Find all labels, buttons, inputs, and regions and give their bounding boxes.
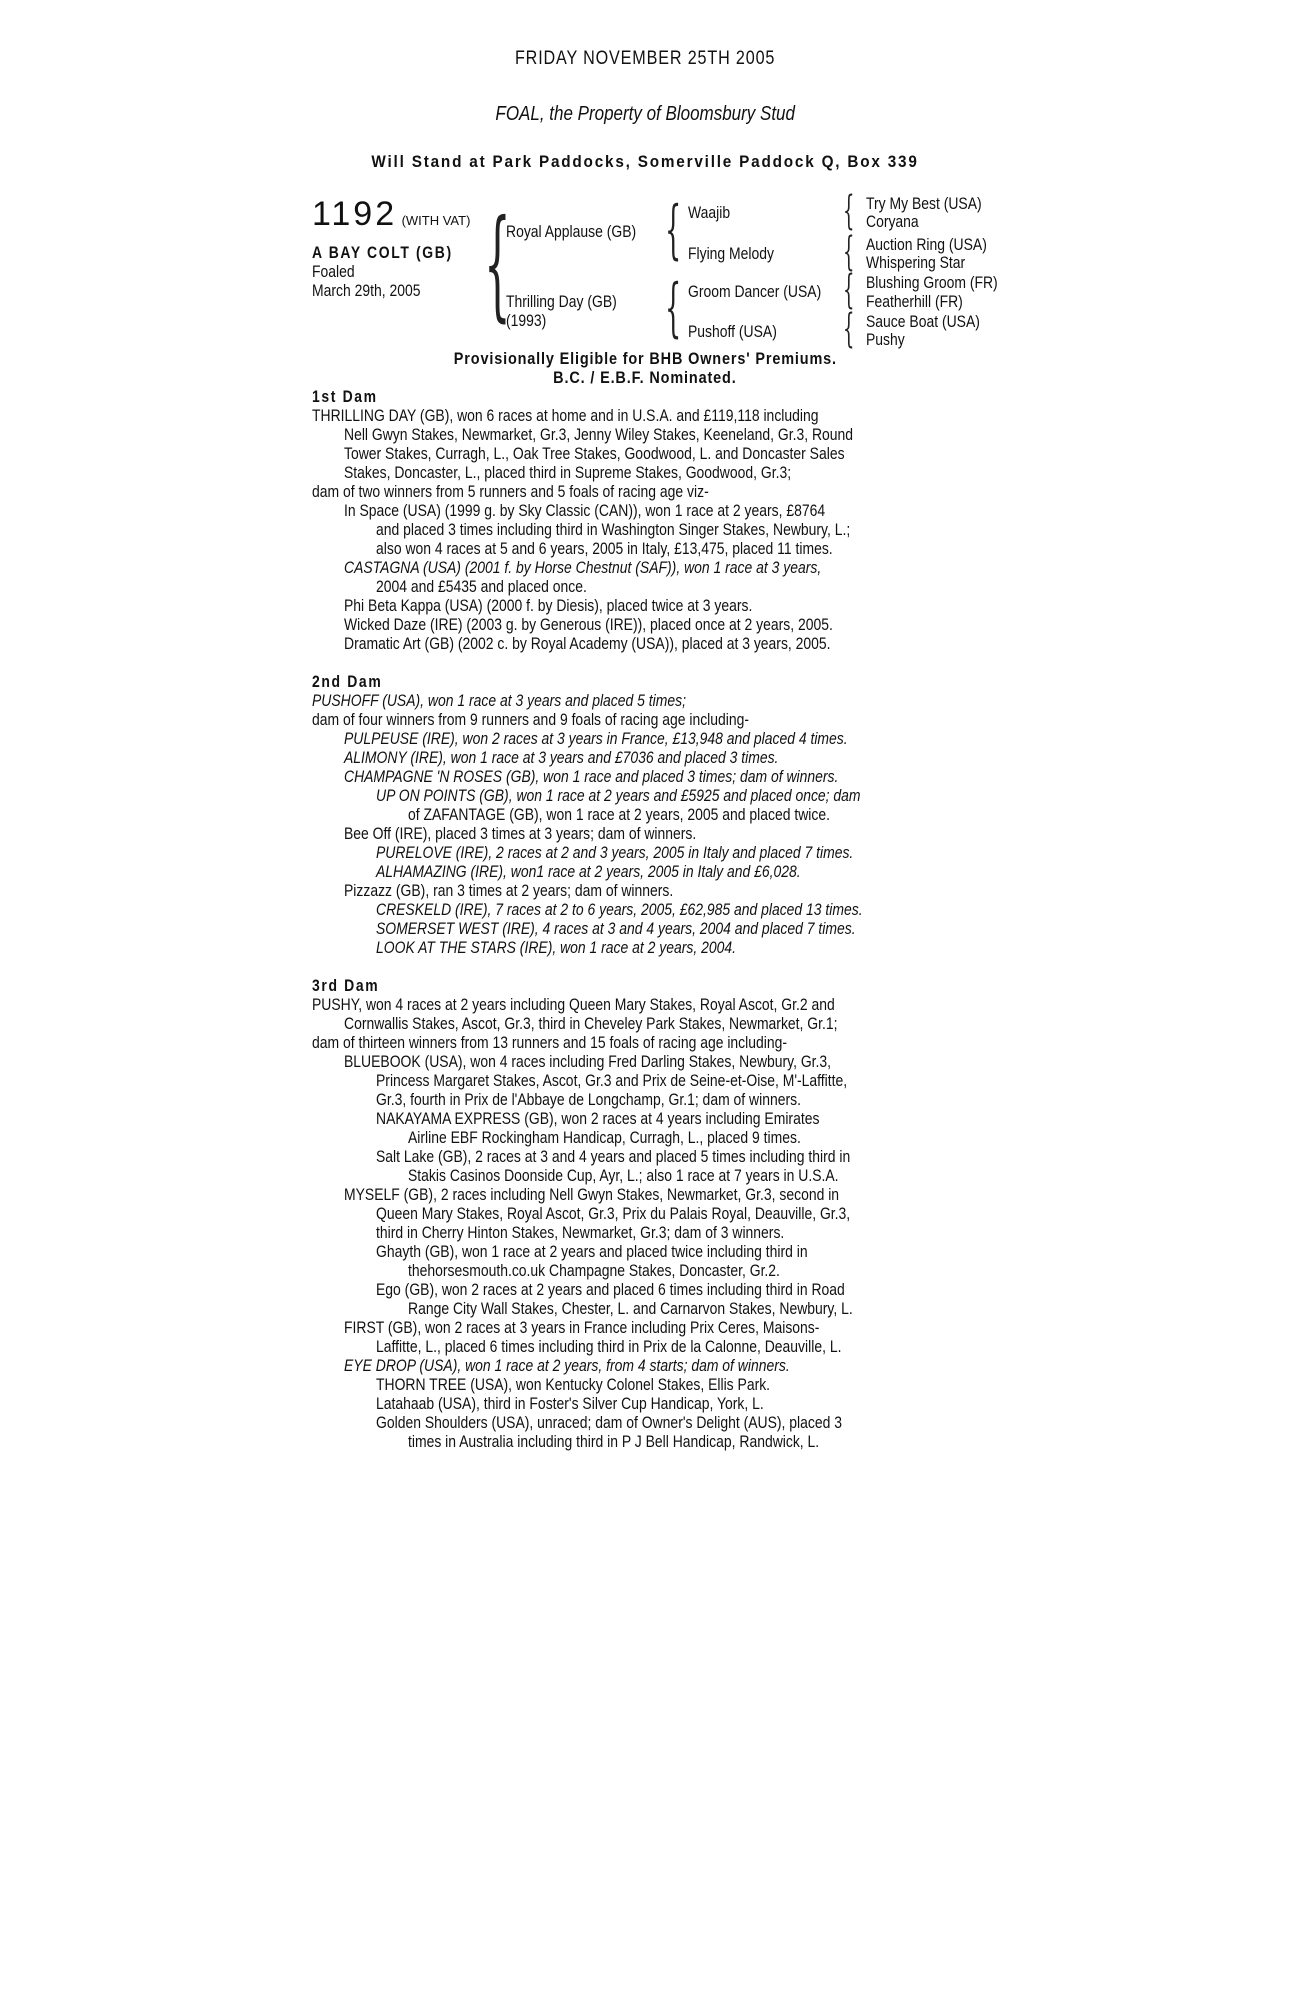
eligibility-line-1: Provisionally Eligible for BHB Owners' Premiums.	[453, 349, 837, 368]
pedigree-sire-dam: Flying Melody	[688, 244, 774, 263]
pedigree-dam-dam: Pushoff (USA)	[688, 322, 777, 341]
pedigree-brace-g4: {	[843, 306, 855, 352]
dam2-line: SOMERSET WEST (IRE), 4 races at 3 and 4 years, 2004 and placed 7 times.	[376, 919, 856, 938]
dam3-line: Ego (GB), won 2 races at 2 years and placed 6 times including third in Road	[376, 1280, 845, 1299]
dam2-line: PURELOVE (IRE), 2 races at 2 and 3 years, 2005 in Italy and placed 7 times.	[376, 843, 854, 862]
dam2-line: CRESKELD (IRE), 7 races at 2 to 6 years, 2005, £62,985 and placed 13 times.	[376, 900, 863, 919]
dam3-line: Range City Wall Stakes, Chester, L. and Carnarvon Stakes, Newbury, L.	[408, 1299, 853, 1318]
pedigree-dds: Sauce Boat (USA)	[866, 312, 980, 331]
pedigree-dam-year: (1993)	[506, 311, 547, 330]
pedigree-sire: Royal Applause (GB)	[506, 222, 637, 241]
pedigree-brace-sire: {	[665, 193, 682, 267]
pedigree-dsd: Featherhill (FR)	[866, 292, 963, 311]
dam3-line: Golden Shoulders (USA), unraced; dam of Owner's Delight (AUS), placed 3	[376, 1413, 843, 1432]
dam3-line: Latahaab (USA), third in Foster's Silver Cup Handicap, York, L.	[376, 1394, 764, 1413]
dam3-line: Queen Mary Stakes, Royal Ascot, Gr.3, Prix du Palais Royal, Deauville, Gr.3,	[376, 1204, 851, 1223]
pedigree-brace-g1: {	[843, 188, 855, 234]
dam3-line: times in Australia including third in P J Bell Handicap, Randwick, L.	[408, 1432, 820, 1451]
dam2-line: ALHAMAZING (IRE), won1 race at 2 years, 2005 in Italy and £6,028.	[376, 862, 801, 881]
dam3-heading: 3rd Dam	[312, 976, 380, 995]
lot-description: A BAY COLT (GB)	[312, 243, 453, 262]
dam2-line: Bee Off (IRE), placed 3 times at 3 years; dam of winners.	[344, 824, 697, 843]
dam3-line: Salt Lake (GB), 2 races at 3 and 4 years and placed 5 times including third in	[376, 1147, 851, 1166]
dam1-line: Nell Gwyn Stakes, Newmarket, Gr.3, Jenny Wiley Stakes, Keeneland, Gr.3, Round	[344, 425, 854, 444]
dam2-line: of ZAFANTAGE (GB), won 1 race at 2 years, 2005 and placed twice.	[408, 805, 831, 824]
pedigree-dam-sire: Groom Dancer (USA)	[688, 282, 822, 301]
dam1-line: Tower Stakes, Curragh, L., Oak Tree Stakes, Goodwood, L. and Doncaster Sales	[344, 444, 845, 463]
dam1-line: dam of two winners from 5 runners and 5 foals of racing age viz-	[312, 482, 709, 501]
dam3-line: PUSHY, won 4 races at 2 years including Queen Mary Stakes, Royal Ascot, Gr.2 and	[312, 995, 835, 1014]
vendor-line: FOAL, the Property of Bloomsbury Stud	[495, 103, 795, 125]
pedigree-sire-sire: Waajib	[688, 203, 731, 222]
dam2-line: PUSHOFF (USA), won 1 race at 3 years and placed 5 times;	[312, 691, 686, 710]
pedigree-sss: Try My Best (USA)	[866, 194, 982, 213]
foaled-label: Foaled	[312, 262, 355, 281]
dam2-line: ALIMONY (IRE), won 1 race at 3 years and £7036 and placed 3 times.	[344, 748, 779, 767]
dam2-heading: 2nd Dam	[312, 672, 383, 691]
dam3-line: Gr.3, fourth in Prix de l'Abbaye de Longchamp, Gr.1; dam of winners.	[376, 1090, 801, 1109]
dam1-line: THRILLING DAY (GB), won 6 races at home and in U.S.A. and £119,118 including	[312, 406, 819, 425]
pedigree-dam: Thrilling Day (GB)	[506, 292, 617, 311]
dam3-line: BLUEBOOK (USA), won 4 races including Fred Darling Stakes, Newbury, Gr.3,	[344, 1052, 832, 1071]
dam2-line: CHAMPAGNE 'N ROSES (GB), won 1 race and placed 3 times; dam of winners.	[344, 767, 839, 786]
dam2-line: PULPEUSE (IRE), won 2 races at 3 years in France, £13,948 and placed 4 times.	[344, 729, 848, 748]
dam1-line: Stakes, Doncaster, L., placed third in Supreme Stakes, Goodwood, Gr.3;	[344, 463, 792, 482]
sale-date: FRIDAY NOVEMBER 25TH 2005	[514, 48, 776, 69]
dam2-line: dam of four winners from 9 runners and 9 foals of racing age including-	[312, 710, 750, 729]
pedigree-brace-dam: {	[665, 271, 682, 345]
dam2-line: UP ON POINTS (GB), won 1 race at 2 years and £5925 and placed once; dam	[376, 786, 861, 805]
dam2-line: Pizzazz (GB), ran 3 times at 2 years; dam of winners.	[344, 881, 674, 900]
dam3-line: NAKAYAMA EXPRESS (GB), won 2 races at 4 years including Emirates	[376, 1109, 820, 1128]
dam3-line: Airline EBF Rockingham Handicap, Curragh, L., placed 9 times.	[408, 1128, 801, 1147]
dam3-line: Princess Margaret Stakes, Ascot, Gr.3 and Prix de Seine-et-Oise, M'-Laffitte,	[376, 1071, 848, 1090]
pedigree-ddd: Pushy	[866, 330, 905, 349]
dam1-line: also won 4 races at 5 and 6 years, 2005 in Italy, £13,475, placed 11 times.	[376, 539, 833, 558]
dam3-line: Stakis Casinos Doonside Cup, Ayr, L.; also 1 race at 7 years in U.S.A.	[408, 1166, 839, 1185]
stand-location: Will Stand at Park Paddocks, Somerville Paddock Q, Box 339	[371, 152, 919, 171]
dam3-line: thehorsesmouth.co.uk Champagne Stakes, Doncaster, Gr.2.	[408, 1261, 780, 1280]
dam3-line: Laffitte, L., placed 6 times including third in Prix de la Calonne, Deauville, L.	[376, 1337, 842, 1356]
dam3-line: third in Cherry Hinton Stakes, Newmarket, Gr.3; dam of 3 winners.	[376, 1223, 785, 1242]
dam1-line: 2004 and £5435 and placed once.	[376, 577, 587, 596]
dam1-line: and placed 3 times including third in Washington Singer Stakes, Newbury, L.;	[376, 520, 851, 539]
dam1-line: CASTAGNA (USA) (2001 f. by Horse Chestnut (SAF)), won 1 race at 3 years,	[344, 558, 822, 577]
dam3-line: THORN TREE (USA), won Kentucky Colonel Stakes, Ellis Park.	[376, 1375, 771, 1394]
pedigree-dss: Blushing Groom (FR)	[866, 273, 998, 292]
foaled-date: March 29th, 2005	[312, 281, 421, 300]
dam1-line: Phi Beta Kappa (USA) (2000 f. by Diesis), placed twice at 3 years.	[344, 596, 753, 615]
dam1-line: Wicked Daze (IRE) (2003 g. by Generous (IRE)), placed once at 2 years, 2005.	[344, 615, 833, 634]
pedigree-sdd: Whispering Star	[866, 253, 966, 272]
pedigree-ssd: Coryana	[866, 212, 919, 231]
pedigree-brace-g2: {	[843, 229, 855, 275]
dam1-heading: 1st Dam	[312, 387, 378, 406]
dam3-line: EYE DROP (USA), won 1 race at 2 years, from 4 starts; dam of winners.	[344, 1356, 790, 1375]
dam3-line: FIRST (GB), won 2 races at 3 years in France including Prix Ceres, Maisons-	[344, 1318, 820, 1337]
dam3-line: dam of thirteen winners from 13 runners and 15 foals of racing age including-	[312, 1033, 788, 1052]
dam3-line: Ghayth (GB), won 1 race at 2 years and placed twice including third in	[376, 1242, 808, 1261]
pedigree-sds: Auction Ring (USA)	[866, 235, 987, 254]
eligibility-line-2: B.C. / E.B.F. Nominated.	[553, 368, 737, 387]
dam3-line: MYSELF (GB), 2 races including Nell Gwyn Stakes, Newmarket, Gr.3, second in	[344, 1185, 840, 1204]
dam2-line: LOOK AT THE STARS (IRE), won 1 race at 2 years, 2004.	[376, 938, 736, 957]
dam3-line: Cornwallis Stakes, Ascot, Gr.3, third in Cheveley Park Stakes, Newmarket, Gr.1;	[344, 1014, 838, 1033]
dam1-line: In Space (USA) (1999 g. by Sky Classic (CAN)), won 1 race at 2 years, £8764	[344, 501, 826, 520]
pedigree-brace-g3: {	[843, 267, 855, 313]
pedigree-brace-main: {	[484, 195, 511, 334]
lot-number: 1192 (WITH VAT)	[312, 195, 471, 233]
dam1-line: Dramatic Art (GB) (2002 c. by Royal Academy (USA)), placed at 3 years, 2005.	[344, 634, 831, 653]
